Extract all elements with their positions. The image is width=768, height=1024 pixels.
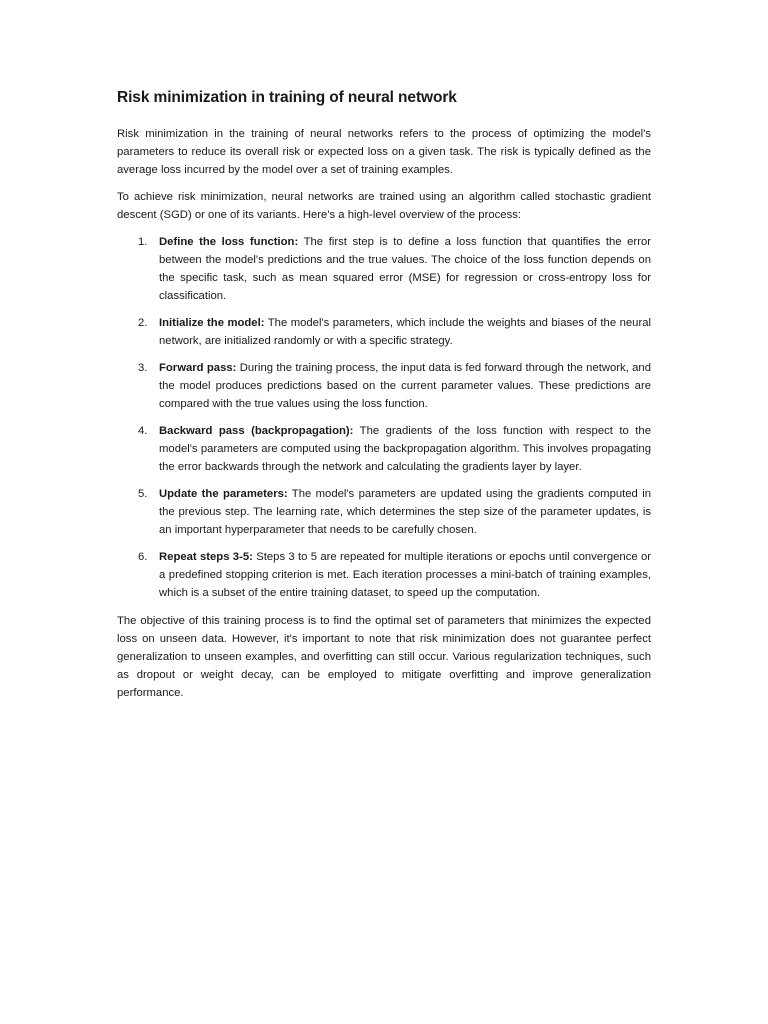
step-text: The first step is to define a loss function that quantifies the error between the model's predictions and the true values. The choice of the loss function depends on the specific task, such as mean squared error (MSE) for regression or cross-entropy loss for classification.: [159, 236, 651, 302]
step-heading: Update the parameters:: [159, 488, 288, 500]
list-item: [117, 548, 651, 602]
list-item: [117, 314, 651, 350]
step-heading: Initialize the model:: [159, 317, 265, 329]
step-text: Steps 3 to 5 are repeated for multiple iterations or epochs until convergence or a predefined stopping criterion is met. Each iteration processes a mini-batch of training examples, which is a subset of the entire training dataset, to speed up the computation.: [159, 551, 651, 599]
step-number: 6.: [138, 551, 148, 563]
document-page: [117, 88, 651, 711]
step-heading: Define the loss function:: [159, 236, 299, 248]
process-steps-list: [117, 233, 651, 602]
step-body: [159, 422, 651, 476]
list-item: [117, 233, 651, 305]
closing-paragraph: The objective of this training process is to find the optimal set of parameters that minimizes the expected loss on unseen data. However, it's important to note that risk minimization does not guarantee perfect generalization to unseen examples, and overfitting can still occur. Various regularization techniques, such as dropout or weight decay, can be employed to mitigate overfitting and improve generalization performance.: [117, 615, 651, 699]
step-heading: Backward pass (backpropagation):: [159, 425, 354, 437]
step-number: 5.: [138, 488, 148, 500]
step-text: The gradients of the loss function with respect to the model's parameters are computed using the backpropagation algorithm. This involves propagating the error backwards through the network and calculating the gradients layer by layer.: [159, 425, 651, 473]
step-body: [159, 548, 651, 602]
step-text: The model's parameters, which include the weights and biases of the neural network, are initialized randomly or with a specific strategy.: [159, 317, 651, 347]
list-item: [117, 485, 651, 539]
step-text: The model's parameters are updated using the gradients computed in the previous step. The learning rate, which determines the step size of the parameter updates, is an important hyperparameter that needs to be carefully chosen.: [159, 488, 652, 536]
step-number: 3.: [138, 362, 148, 374]
document-title: Risk minimization in training of neural network: [117, 89, 457, 106]
step-body: [159, 314, 651, 350]
step-number: 2.: [138, 317, 148, 329]
step-number: 1.: [138, 236, 148, 248]
list-item: [117, 359, 651, 413]
step-heading: Forward pass:: [159, 362, 237, 374]
list-item: [117, 422, 651, 476]
intro-paragraph-1: Risk minimization in the training of neural networks refers to the process of optimizing the model's parameters to reduce its overall risk or expected loss on a given task. The risk is typically defined as the average loss incurred by the model over a set of training examples.: [117, 128, 651, 176]
step-body: [159, 485, 651, 539]
step-body: [159, 233, 651, 305]
step-text: During the training process, the input data is fed forward through the network, and the model produces predictions based on the current parameter values. These predictions are compared with the true values using the loss function.: [159, 362, 651, 410]
intro-paragraph-2: To achieve risk minimization, neural networks are trained using an algorithm called stochastic gradient descent (SGD) or one of its variants. Here's a high-level overview of the process:: [117, 191, 651, 221]
step-number: 4.: [138, 425, 148, 437]
step-heading: Repeat steps 3-5:: [159, 551, 253, 563]
step-body: [159, 359, 651, 413]
